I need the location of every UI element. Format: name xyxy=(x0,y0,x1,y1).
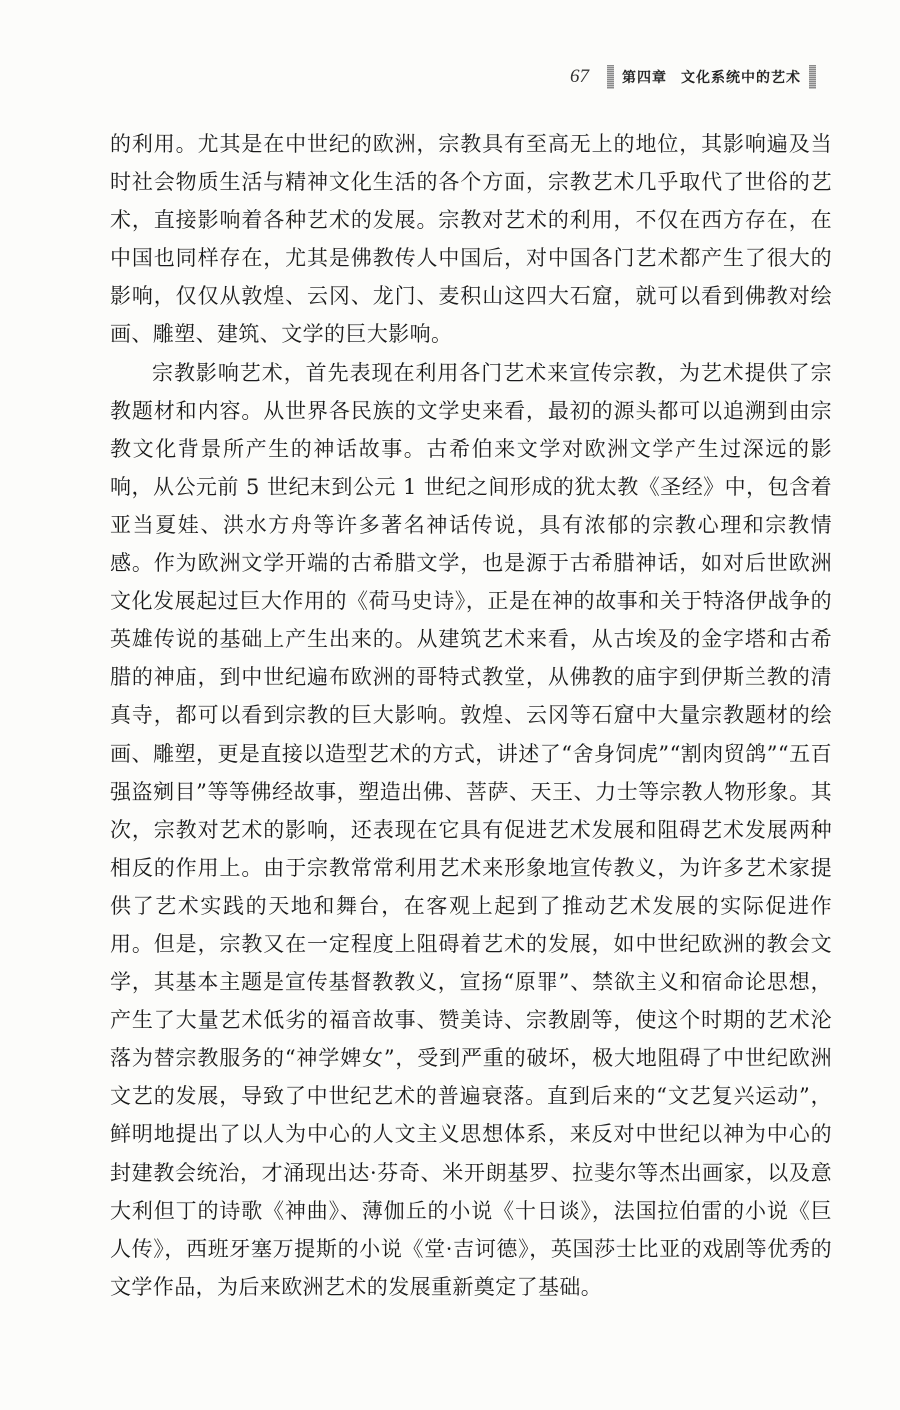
paragraph-religion-influence: 宗教影响艺术，首先表现在利用各门艺术来宣传宗教，为艺术提供了宗教题材和内容。从世界各民族的文学史来看，最初的源头都可以追溯到由宗教文化背景所产生的神话故事。古希伯来文学对欧洲文学产生过深远的影响，从公元前 5 世纪末到公元 1 世纪之间形成的犹太教《圣经》中，包含着亚当夏娃、洪水方舟等许多著名神话传说，具有浓郁的宗教心理和宗教情感。作为欧洲文学开端的古希腊文学，也是源于古希腊神话，如对后世欧洲文化发展起过巨大作用的《荷马史诗》，正是在神的故事和关于特洛伊战争的英雄传说的基础上产生出来的。从建筑艺术来看，从古埃及的金字塔和古希腊的神庙，到中世纪遍布欧洲的哥特式教堂，从佛教的庙宇到伊斯兰教的清真寺，都可以看到宗教的巨大影响。敦煌、云冈等石窟中大量宗教题材的绘画、雕塑，更是直接以造型艺术的方式，讲述了“舍身饲虎”“割肉贸鸽”“五百强盗剜目”等等佛经故事，塑造出佛、菩萨、天王、力士等宗教人物形象。其次，宗教对艺术的影响，还表现在它具有促进艺术发展和阻碍艺术发展两种相反的作用上。由于宗教常常利用艺术来形象地宣传教义，为许多艺术家提供了艺术实践的天地和舞台，在客观上起到了推动艺术发展的实际促进作用。但是，宗教又在一定程度上阻碍着艺术的发展，如中世纪欧洲的教会文学，其基本主题是宣传基督教教义，宣扬“原罪”、禁欲主义和宿命论思想，产生了大量艺术低劣的福音故事、赞美诗、宗教剧等，使这个时期的艺术沦落为替宗教服务的“神学婢女”，受到严重的破坏，极大地阻碍了中世纪欧洲文艺的发展，导致了中世纪艺术的普遍衰落。直到后来的“文艺复兴运动”，鲜明地提出了以人为中心的人文主义思想体系，来反对中世纪以神为中心的封建教会统治，才涌现出达·芬奇、米开朗基罗、拉斐尔等杰出画家，以及意大利但丁的诗歌《神曲》、薄伽丘的小说《十日谈》，法国拉伯雷的小说《巨人传》，西班牙塞万提斯的小说《堂·吉诃德》，英国莎士比亚的戏剧等优秀的文学作品，为后来欧洲艺术的发展重新奠定了基础。 xyxy=(110,360,832,1299)
chapter-title: 文化系统中的艺术 xyxy=(681,70,801,86)
header-end-bar xyxy=(809,65,816,89)
chapter-number: 第四章 xyxy=(622,70,667,86)
running-header xyxy=(570,62,824,92)
page-number: 67 xyxy=(570,66,589,87)
page-body xyxy=(110,125,832,1306)
header-divider-bar xyxy=(607,65,614,89)
paragraph-continued: 的利用。尤其是在中世纪的欧洲，宗教具有至高无上的地位，其影响遍及当时社会物质生活与精神文化生活的各个方面，宗教艺术几乎取代了世俗的艺术，直接影响着各种艺术的发展。宗教对艺术的利用，不仅在西方存在，在中国也同样存在，尤其是佛教传人中国后，对中国各门艺术都产生了很大的影响，仅仅从敦煌、云冈、龙门、麦积山这四大石窟，就可以看到佛教对绘画、雕塑、建筑、文学的巨大影响。 xyxy=(110,132,832,347)
